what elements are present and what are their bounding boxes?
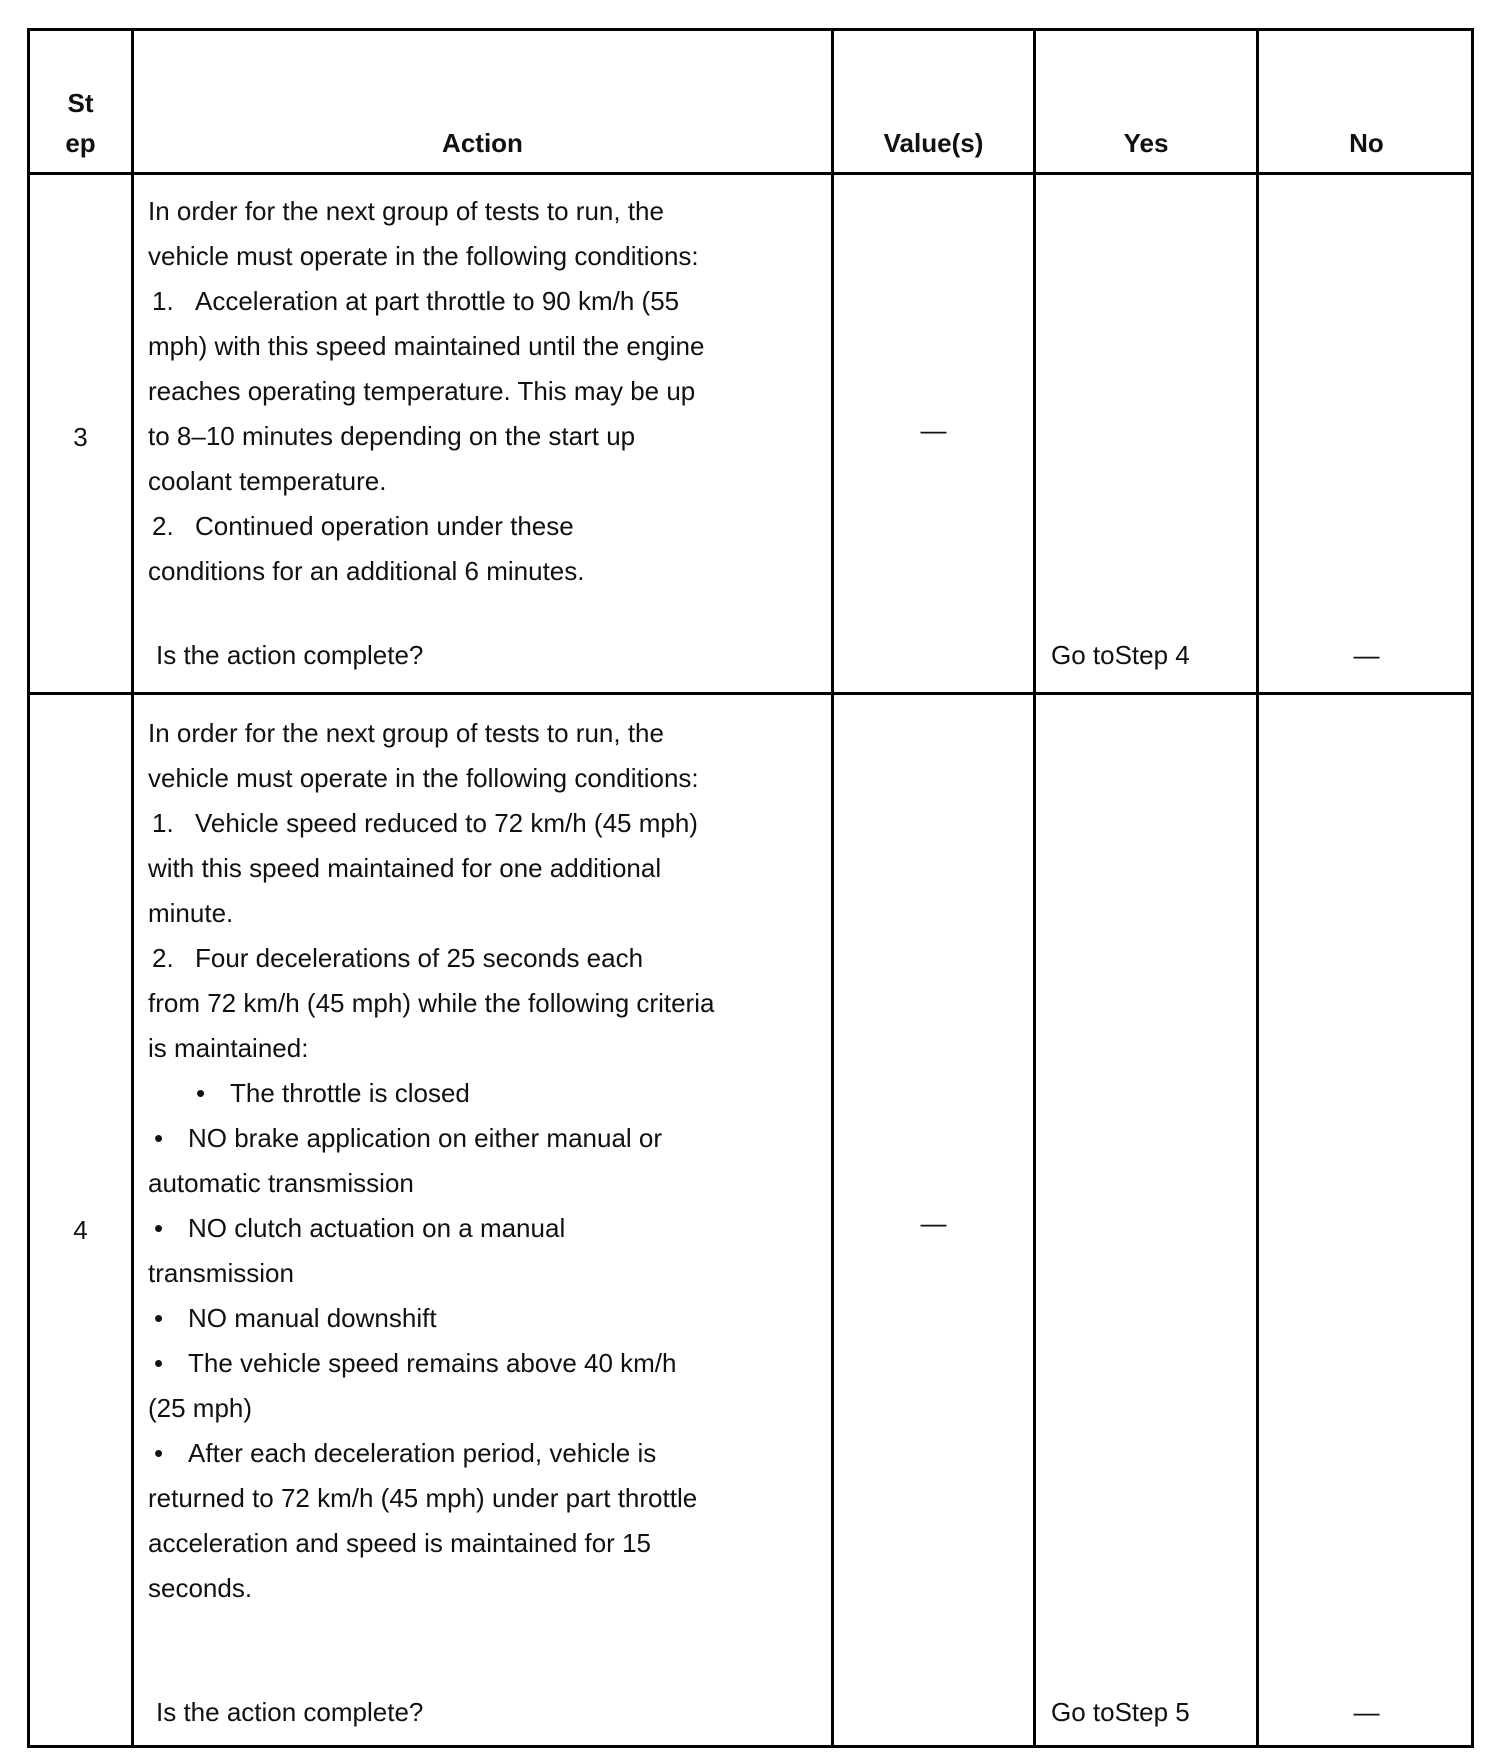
header-step: St ep (65, 88, 96, 158)
yes-cell: Go toStep 4 (1051, 640, 1190, 670)
value-cell: — (920, 415, 947, 445)
diagnostic-table (27, 28, 1474, 1748)
bullet-icon: • (196, 1078, 206, 1108)
header-values: Value(s) (883, 128, 984, 158)
column-divider (1256, 31, 1259, 1745)
step-number: 3 (73, 422, 88, 452)
column-divider (1033, 31, 1036, 1745)
row-divider (30, 172, 1471, 175)
header-yes: Yes (1123, 128, 1169, 158)
column-divider (131, 31, 134, 1745)
yes-cell: Go toStep 5 (1051, 1697, 1190, 1727)
action-text: In order for the next group of tests to run, the vehicle must operate in the following conditions: 1. Acceleration at part throttle to 90 km/h (55 mph) with this speed maintained until the engine reaches operating temperature. This may be up to 8–10 minutes depending on the start up coolant temperature. 2. Continued operation under these conditions for an additional 6 minutes. (148, 196, 705, 586)
action-text: In order for the next group of tests to run, the vehicle must operate in the following conditions: 1. Vehicle speed reduced to 72 km/h (45 mph) with this speed maintained for one additional minute. 2. Four decelerations of 25 seconds each from 72 km/h (45 mph) while the following criteria is maintained: • The throttle is closed • NO brake application on either manual or automatic transmission • NO clutch actuation on a manual transmission • NO manual downshift • The vehicle speed remains above 40 km/h (25 mph) • After each deceleration period, vehicle is returned to 72 km/h (45 mph) under part throttle acceleration and speed is maintained for 15 seconds. (148, 718, 715, 1603)
bullet-icon: • (154, 1303, 164, 1333)
bullet-icon: • (154, 1348, 164, 1378)
value-cell: — (920, 1208, 947, 1238)
no-cell: — (1353, 1697, 1380, 1727)
header-no: No (1349, 128, 1384, 158)
action-question: Is the action complete? (156, 640, 424, 670)
no-cell: — (1353, 640, 1380, 670)
header-action: Action (442, 128, 523, 158)
row-divider (30, 692, 1471, 695)
step-number: 4 (73, 1215, 88, 1245)
bullet-icon: • (154, 1438, 164, 1468)
bullet-icon: • (154, 1123, 164, 1153)
bullet-icon: • (154, 1213, 164, 1243)
column-divider (831, 31, 834, 1745)
action-question: Is the action complete? (156, 1697, 424, 1727)
